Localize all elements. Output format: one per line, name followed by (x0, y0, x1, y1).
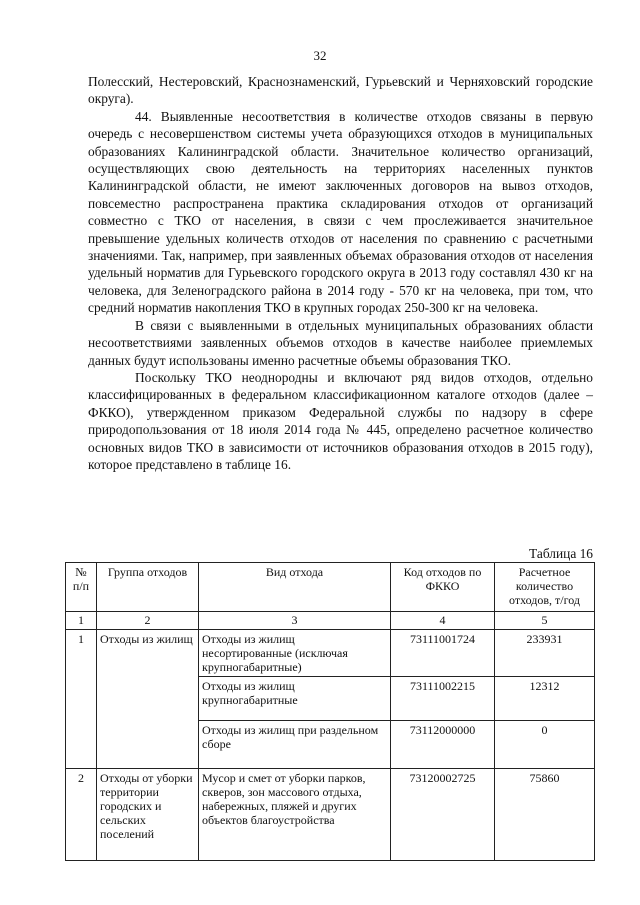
column-number: 5 (495, 612, 595, 630)
row-number: 1 (66, 630, 97, 769)
page-number: 32 (313, 48, 327, 63)
paragraph: Полесский, Нестеровский, Краснознаменский, Гурьевский и Черняховский городские округа). (88, 74, 593, 107)
column-number: 4 (391, 612, 495, 630)
paragraph: В связи с выявленными в отдельных муниципальных образованиях области несоответствиями заявленных объемов отходов в качестве наиболее приемлемых данных будут использованы именно расчетные объемы образования ТКО. (88, 317, 593, 368)
header-cell: Группа отходов (97, 563, 199, 612)
header-cell: Расчетное количество отходов, т/год (495, 563, 595, 612)
column-number: 2 (97, 612, 199, 630)
waste-table (65, 562, 595, 861)
waste-group: Отходы из жилищ (97, 630, 199, 769)
waste-group: Отходы от уборки территории городских и сельских поселений (97, 769, 199, 861)
table-row (66, 630, 595, 677)
header-cell: № п/п (66, 563, 97, 612)
fkko-code: 73112000000 (391, 721, 495, 769)
header-cell: Код отходов по ФККО (391, 563, 495, 612)
fkko-code: 73120002725 (391, 769, 495, 861)
fkko-code: 73111001724 (391, 630, 495, 677)
waste-amount: 233931 (495, 630, 595, 677)
body-text (88, 73, 593, 473)
waste-kind: Отходы из жилищ при раздельном сборе (199, 721, 391, 769)
table-header-row (66, 563, 595, 612)
waste-kind: Мусор и смет от уборки парков, скверов, зон массового отдыха, набережных, пляжей и других объектов благоустройства (199, 769, 391, 861)
paragraph: Поскольку ТКО неоднородны и включают ряд видов отходов, отдельно классифицированных в федеральном классификационном каталоге отходов (далее – ФККО), утвержденном приказом Федеральной службы по надзору в сфере природопользования от 18 июля 2014 года № 445, определено расчетное количество основных видов ТКО в зависимости от источников образования отходов в 2015 году), которое представлено в таблице 16. (88, 369, 593, 472)
row-number: 2 (66, 769, 97, 861)
column-number: 1 (66, 612, 97, 630)
header-cell: Вид отхода (199, 563, 391, 612)
column-number: 3 (199, 612, 391, 630)
column-number-row (66, 612, 595, 630)
waste-kind: Отходы из жилищ несортированные (исключая крупногабаритные) (199, 630, 391, 677)
waste-amount: 12312 (495, 677, 595, 721)
waste-amount: 75860 (495, 769, 595, 861)
waste-amount: 0 (495, 721, 595, 769)
table-row (66, 769, 595, 861)
fkko-code: 73111002215 (391, 677, 495, 721)
waste-kind: Отходы из жилищ крупногабаритные (199, 677, 391, 721)
paragraph: 44. Выявленные несоответствия в количестве отходов связаны в первую очередь с несовершенством системы учета образующихся отходов в муниципальных образованиях Калининградской области. Значительное количество организаций, осуществляющих свою деятельность на территориях населенных пунктов Калининградской области, не имеют заключенных договоров на вывоз отходов, повсеместно распространена практика складирования отходов от организаций совместно с ТКО от населения, в связи с чем прослеживается значительное превышение удельных количеств отходов от населения по сравнению с расчетными значениями. Так, например, при заявленных объемах образования отходов от населения удельный норматив для Гурьевского городского округа в 2013 году составлял 430 кг на человека, для Зеленоградского района в 2014 году - 570 кг на человека, при том, что средний норматив накопления ТКО в крупных городах 250-300 кг на человека. (88, 108, 593, 316)
table-caption: Таблица 16 (529, 546, 593, 561)
